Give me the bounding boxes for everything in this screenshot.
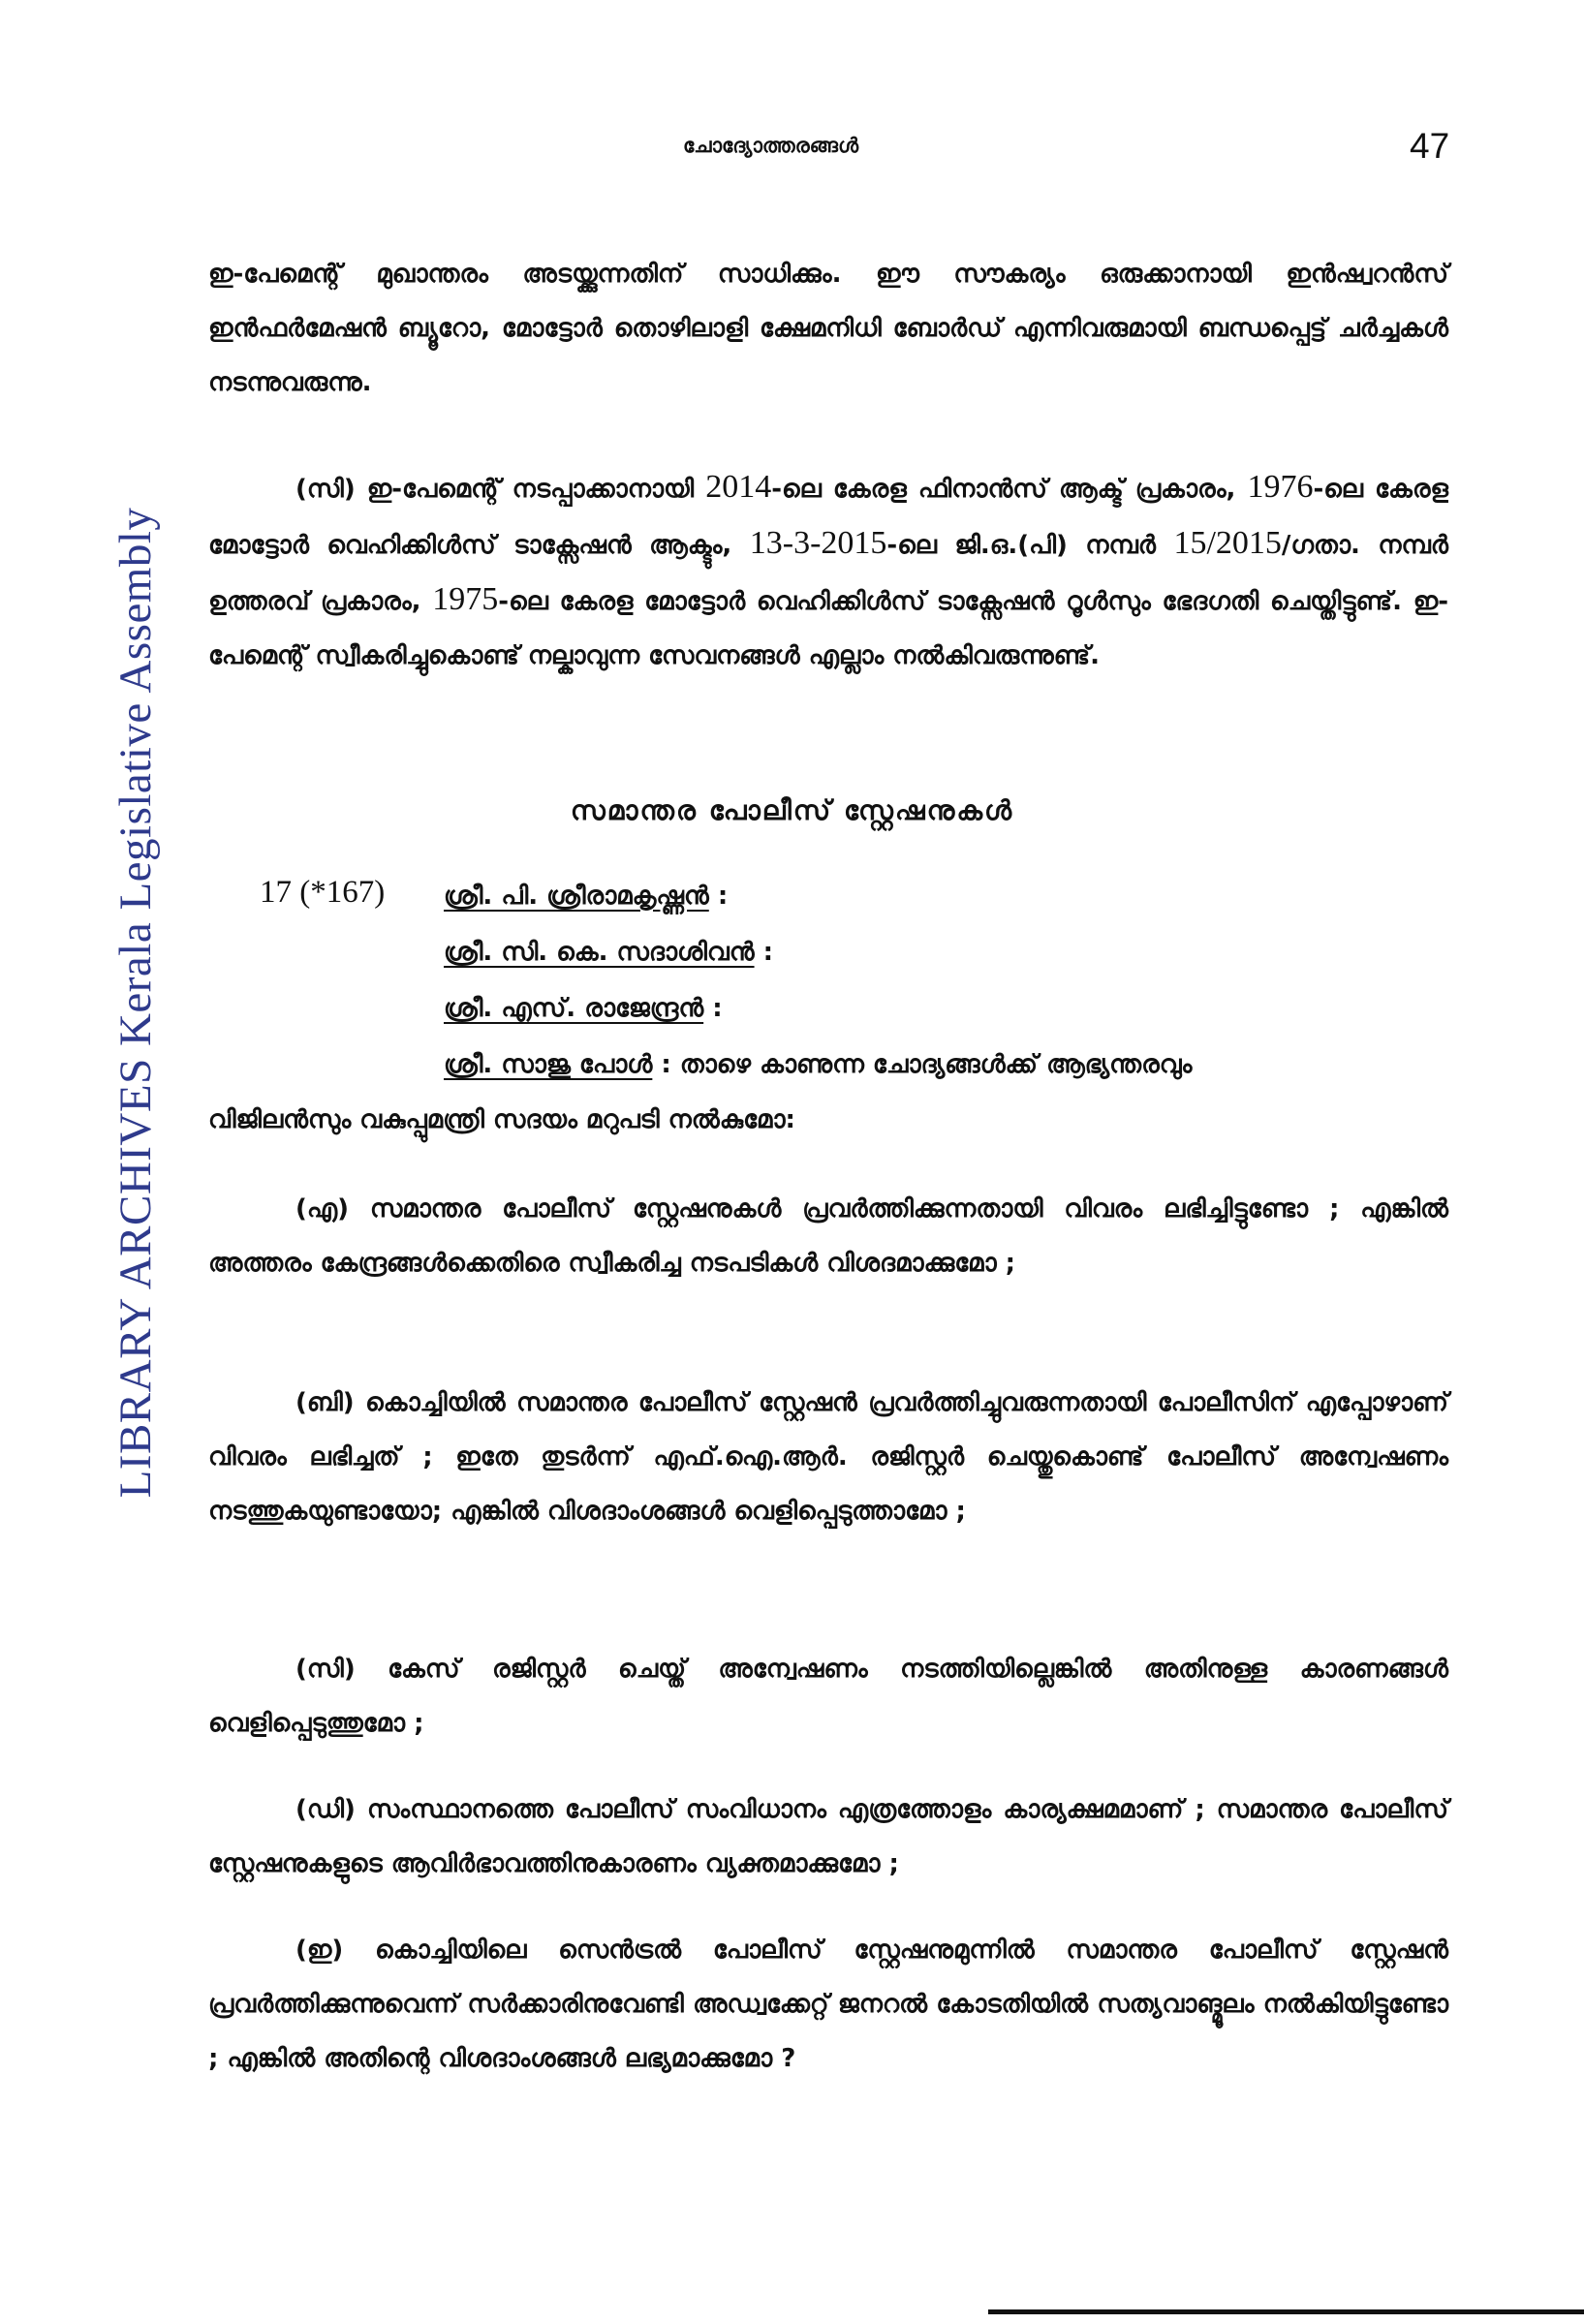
answer-c-paragraph (208, 460, 1448, 683)
library-archives-watermark: LIBRARY ARCHIVES Kerala Legislative Assembly (110, 507, 161, 1499)
answer-c-text-2: -ലെ കേരള ഫിനാൻസ് ആക്ട് പ്രകാരം, (771, 475, 1248, 504)
answer-c-text-5: /ഗതാ. നമ്പർ ഉത്തരവ് പ്രകാരം, (208, 531, 1449, 616)
member-suffix: : (754, 938, 774, 967)
bottom-rule (988, 2309, 1584, 2314)
answer-c-text-6: -ലെ കേരള മോട്ടോർ വെഹിക്കിൾസ് ടാക്സേഷൻ റൂൾസും ഭേദഗതി ചെയ്തിട്ടുണ്ട്. ഇ-പേമെന്റ് സ്വീകരിച്ചുകൊണ്ട് നല്കാവുന്ന സേവനങ്ങൾ എല്ലാം നൽകിവരുന്നുണ്ട്. (208, 587, 1448, 670)
member-line (444, 882, 728, 912)
question-part-e: (ഇ) കൊച്ചിയിലെ സെൻട്രൽ പോലീസ് സ്റ്റേഷനുമുന്നിൽ സമാന്തര പോലീസ് സ്റ്റേഷൻ പ്രവർത്തിക്കുന്നുവെന്ന് സർക്കാരിനുവേണ്ടി അഡ്വക്കേറ്റ് ജനറൽ കോടതിയിൽ സത്യവാങ്മൂലം നൽകിയിട്ടുണ്ടോ ; എങ്കിൽ അതിന്റെ വിശദാംശങ്ങൾ ലഭ്യമാക്കുമോ ? (208, 1936, 1448, 2073)
question-number: 17 (*167) (260, 875, 386, 910)
member-line (444, 994, 723, 1024)
member-name: ശ്രീ. സാജു പോൾ (444, 1050, 653, 1079)
intro-paragraph: ഇ-പേമെന്റ് മുഖാന്തരം അടയ്ക്കുന്നതിന് സാധിക്കും. ഈ സൗകര്യം ഒരുക്കാനായി ഇൻഷ്വറൻസ് ഇൻഫർമേഷൻ ബ്യൂറോ, മോട്ടോർ തൊഴിലാളി ക്ഷേമനിധി ബോർഡ് എന്നിവരുമായി ബന്ധപ്പെട്ട് ചർച്ചകൾ നടന്നുവരുന്നു. (208, 260, 1448, 397)
question-part-b: (ബി) കൊച്ചിയിൽ സമാന്തര പോലീസ് സ്റ്റേഷൻ പ്രവർത്തിച്ചുവരുന്നതായി പോലീസിന് എപ്പോഴാണ് വിവരം ലഭിച്ചത് ; ഇതേ തുടർന്ന് എഫ്.ഐ.ആർ. രജിസ്റ്റർ ചെയ്തുകൊണ്ട് പോലീസ് അന്വേഷണം നടത്തുകയുണ്ടായോ; എങ്കിൽ വിശദാംശങ്ങൾ വെളിപ്പെടുത്താമോ ; (208, 1388, 1448, 1526)
answer-c-year-1: 2014 (705, 469, 772, 505)
answer-c-date: 13-3-2015 (749, 525, 887, 561)
page-header-title: ചോദ്യോത്തരങ്ങൾ (683, 134, 859, 157)
answer-c-year-3: 1975 (432, 581, 499, 617)
answer-c-text-3: -ലെ കേരള മോട്ടോർ വെഹിക്കിൾസ് ടാക്സേഷൻ ആക്ടും, (208, 475, 1448, 560)
member-name: ശ്രീ. പി. ശ്രീരാമകൃഷ്ണൻ (444, 882, 709, 911)
question-part-d: (ഡി) സംസ്ഥാനത്തെ പോലീസ് സംവിധാനം എത്രത്തോളം കാര്യക്ഷമമാണ് ; സമാന്തര പോലീസ് സ്റ്റേഷനുകളുടെ ആവിർഭാവത്തിനുകാരണം വ്യക്തമാക്കുമോ ; (208, 1795, 1448, 1878)
member-line (444, 1050, 1192, 1080)
member-line (444, 938, 773, 968)
question-continuation: വിജിലൻസും വകുപ്പുമന്ത്രി സദയം മറുപടി നൽകുമോ: (208, 1105, 795, 1134)
member-name: ശ്രീ. എസ്. രാജേന്ദ്രൻ (444, 994, 704, 1023)
section-title: സമാന്തര പോലീസ് സ്റ്റേഷനുകൾ (570, 794, 1014, 826)
answer-c-year-2: 1976 (1247, 469, 1314, 505)
member-suffix: : (703, 994, 723, 1023)
member-suffix: : താഴെ കാണുന്ന ചോദ്യങ്ങൾക്ക് ആഭ്യന്തരവും (652, 1050, 1193, 1079)
member-name: ശ്രീ. സി. കെ. സദാശിവൻ (444, 938, 755, 967)
answer-c-order-no: 15/2015 (1173, 525, 1282, 561)
answer-c-text-1: (സി) ഇ-പേമെന്റ് നടപ്പാക്കാനായി (295, 475, 706, 504)
page-number: 47 (1410, 126, 1450, 166)
question-part-c: (സി) കേസ് രജിസ്റ്റർ ചെയ്ത് അന്വേഷണം നടത്തിയില്ലെങ്കിൽ അതിനുള്ള കാരണങ്ങൾ വെളിപ്പെടുത്തുമോ ; (208, 1655, 1448, 1738)
answer-c-text-4: -ലെ ജി.ഒ.(പി) നമ്പർ (886, 531, 1174, 560)
member-suffix: : (708, 882, 729, 911)
question-part-a: (എ) സമാന്തര പോലീസ് സ്റ്റേഷനുകൾ പ്രവർത്തിക്കുന്നതായി വിവരം ലഭിച്ചിട്ടുണ്ടോ ; എങ്കിൽ അത്തരം കേന്ദ്രങ്ങൾക്കെതിരെ സ്വീകരിച്ച നടപടികൾ വിശദമാക്കുമോ ; (208, 1194, 1448, 1278)
